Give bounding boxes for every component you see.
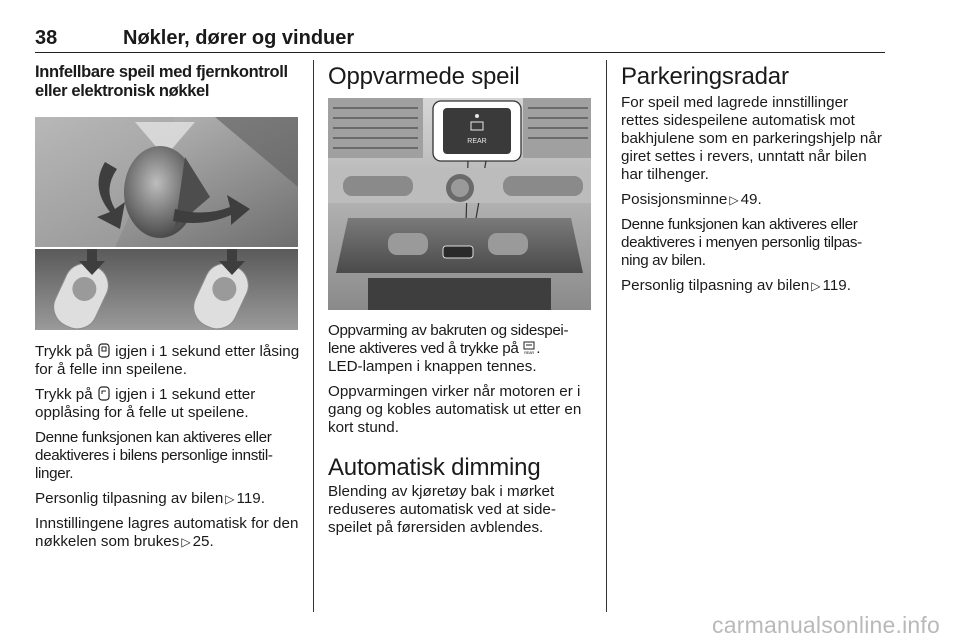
page-header <box>35 27 885 53</box>
page-reference-icon: ▷ <box>181 535 191 549</box>
lock-key-icon <box>98 343 110 358</box>
section-heading-parking-radar: Parkeringsradar <box>621 63 789 90</box>
section-heading-auto-dimming: Automatisk dimming <box>328 454 541 481</box>
paragraph: Personlig tilpasning av bilen ▷ 119. <box>35 490 265 507</box>
heated-mirror-button-illustration <box>328 98 591 310</box>
section-heading-folding-mirrors: Innfellbare speil med fjernkontroll eller elektronisk nøkkel <box>35 63 288 100</box>
column-divider <box>606 60 607 612</box>
paragraph: Posisjonsminne ▷ 49. <box>621 191 762 208</box>
page-reference-icon: ▷ <box>225 492 235 506</box>
paragraph: Denne funksjonen kan aktiveres eller deaktiveres i bilens personlige innstil-linger. <box>35 429 273 482</box>
column-divider <box>313 60 314 612</box>
unlock-key-icon <box>98 386 110 401</box>
page-reference-icon: ▷ <box>729 193 739 207</box>
paragraph: Personlig tilpasning av bilen ▷ 119. <box>621 277 851 294</box>
rear-button-label: REAR <box>467 138 487 145</box>
folding-mirror-illustration <box>35 117 298 330</box>
paragraph: LED-lampen i knappen tennes. <box>328 358 537 375</box>
paragraph: For speil med lagrede innstillinger rettes sidespeilene automatisk mot bakhjulene som en parkeringshjelp når giret settes i revers, unntatt når bilen har tilhenger. <box>621 94 882 183</box>
paragraph: Oppvarmingen virker når motoren er i gang og kobles automatisk ut etter en kort stund. <box>328 383 582 436</box>
paragraph: Innstillingene lagres automatisk for den nøkkelen som brukes ▷ 25. <box>35 515 299 550</box>
page-reference-icon: ▷ <box>811 279 821 293</box>
paragraph: Blending av kjøretøy bak i mørket reduseres automatisk ved at side-speilet på førersiden avblendes. <box>328 483 556 536</box>
page-number: 38 <box>35 27 58 49</box>
svg-text:REAR: REAR <box>524 350 535 355</box>
column-heated-mirrors <box>328 63 593 544</box>
paragraph: Trykk på igjen i 1 sekund etter låsing for å felle inn speilene. <box>35 343 300 378</box>
column-parking-radar <box>621 63 889 302</box>
page-title: Nøkler, dører og vinduer <box>123 27 355 49</box>
paragraph: Oppvarming av bakruten og sidespei-lene aktiveres ved å trykke på REAR . <box>328 322 569 357</box>
paragraph: Trykk på igjen i 1 sekund etter opplåsing for å felle ut speilene. <box>35 386 256 421</box>
rear-window-heater-icon <box>523 340 535 355</box>
column-folding-mirrors <box>35 63 300 558</box>
paragraph: Denne funksjonen kan aktiveres eller deaktiveres i menyen personlig tilpas-ning av bilen. <box>621 216 862 269</box>
watermark: carmanualsonline.info <box>712 612 940 638</box>
section-heading-heated-mirrors: Oppvarmede speil <box>328 63 520 90</box>
